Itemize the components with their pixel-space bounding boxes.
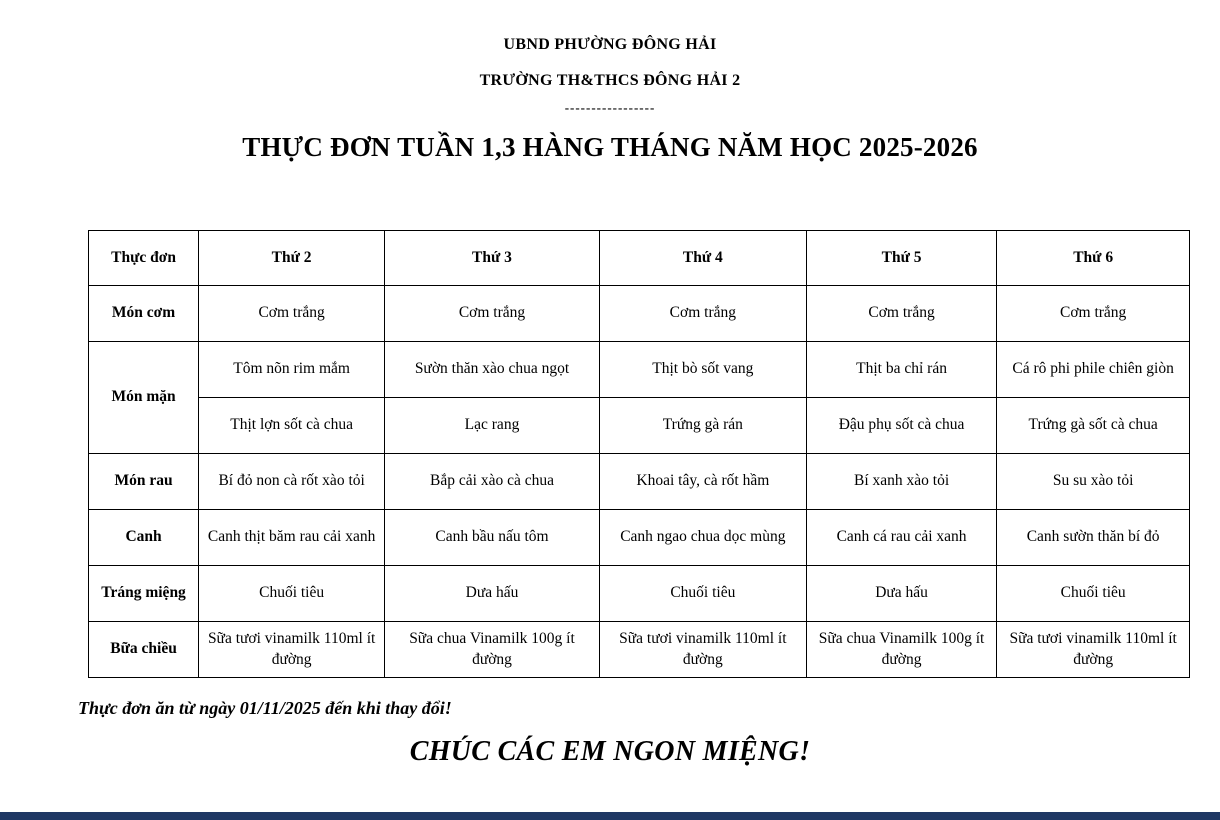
table-row (89, 454, 1190, 510)
menu-cell: Cơm trắng (997, 286, 1190, 342)
day-header-thu: Thứ 5 (806, 231, 996, 286)
row-label-afternoon: Bữa chiều (89, 622, 199, 678)
menu-cell: Khoai tây, cà rốt hầm (599, 454, 806, 510)
table-row (89, 510, 1190, 566)
row-label-dessert: Tráng miệng (89, 566, 199, 622)
menu-cell: Thịt lợn sốt cà chua (199, 398, 385, 454)
menu-cell: Dưa hấu (385, 566, 600, 622)
table-header-row (89, 231, 1190, 286)
menu-cell: Đậu phụ sốt cà chua (806, 398, 996, 454)
menu-cell: Sữa chua Vinamilk 100g ít đường (385, 622, 600, 678)
menu-cell: Thịt ba chỉ rán (806, 342, 996, 398)
menu-cell: Sữa tươi vinamilk 110ml ít đường (199, 622, 385, 678)
menu-cell: Canh thịt băm rau cải xanh (199, 510, 385, 566)
menu-cell: Trứng gà sốt cà chua (997, 398, 1190, 454)
menu-cell: Canh cá rau cải xanh (806, 510, 996, 566)
table-row (89, 342, 1190, 398)
row-label-savory: Món mặn (89, 342, 199, 454)
table-row (89, 566, 1190, 622)
menu-cell: Cơm trắng (199, 286, 385, 342)
menu-cell: Canh ngao chua dọc mùng (599, 510, 806, 566)
menu-cell: Cơm trắng (599, 286, 806, 342)
menu-cell: Trứng gà rán (599, 398, 806, 454)
row-label-vegetable: Món rau (89, 454, 199, 510)
header-divider: ----------------- (564, 100, 656, 115)
menu-cell: Bí đỏ non cà rốt xào tỏi (199, 454, 385, 510)
day-header-tue: Thứ 3 (385, 231, 600, 286)
menu-cell: Chuối tiêu (997, 566, 1190, 622)
row-label-soup: Canh (89, 510, 199, 566)
menu-cell: Cơm trắng (806, 286, 996, 342)
menu-cell: Tôm nõn rim mắm (199, 342, 385, 398)
menu-cell: Canh sườn thăn bí đỏ (997, 510, 1190, 566)
menu-cell: Sườn thăn xào chua ngọt (385, 342, 600, 398)
menu-cell: Cá rô phi phile chiên giòn (997, 342, 1190, 398)
day-header-fri: Thứ 6 (997, 231, 1190, 286)
menu-cell: Chuối tiêu (599, 566, 806, 622)
menu-cell: Dưa hấu (806, 566, 996, 622)
school-name-line: TRƯỜNG TH&THCS ĐÔNG HẢI 2 (479, 72, 741, 89)
table-row (89, 286, 1190, 342)
menu-cell: Lạc rang (385, 398, 600, 454)
table-row (89, 622, 1190, 678)
menu-cell: Su su xào tỏi (997, 454, 1190, 510)
effective-date-note: Thực đơn ăn từ ngày 01/11/2025 đến khi thay đổi! (78, 698, 452, 718)
day-header-wed: Thứ 4 (599, 231, 806, 286)
table-row (89, 398, 1190, 454)
day-header-mon: Thứ 2 (199, 231, 385, 286)
menu-cell: Chuối tiêu (199, 566, 385, 622)
taskbar-edge (0, 812, 1220, 820)
org-name-line: UBND PHƯỜNG ĐÔNG HẢI (503, 36, 717, 53)
menu-cell: Sữa chua Vinamilk 100g ít đường (806, 622, 996, 678)
menu-cell: Thịt bò sốt vang (599, 342, 806, 398)
menu-cell: Canh bầu nấu tôm (385, 510, 600, 566)
menu-cell: Sữa tươi vinamilk 110ml ít đường (599, 622, 806, 678)
closing-wish: CHÚC CÁC EM NGON MIỆNG! (409, 736, 811, 767)
menu-cell: Bắp cải xào cà chua (385, 454, 600, 510)
menu-cell: Sữa tươi vinamilk 110ml ít đường (997, 622, 1190, 678)
corner-header: Thực đơn (89, 231, 199, 286)
page-title: THỰC ĐƠN TUẦN 1,3 HÀNG THÁNG NĂM HỌC 2025-2026 (242, 132, 978, 162)
menu-table (88, 230, 1190, 678)
row-label-rice: Món cơm (89, 286, 199, 342)
menu-cell: Bí xanh xào tỏi (806, 454, 996, 510)
menu-cell: Cơm trắng (385, 286, 600, 342)
